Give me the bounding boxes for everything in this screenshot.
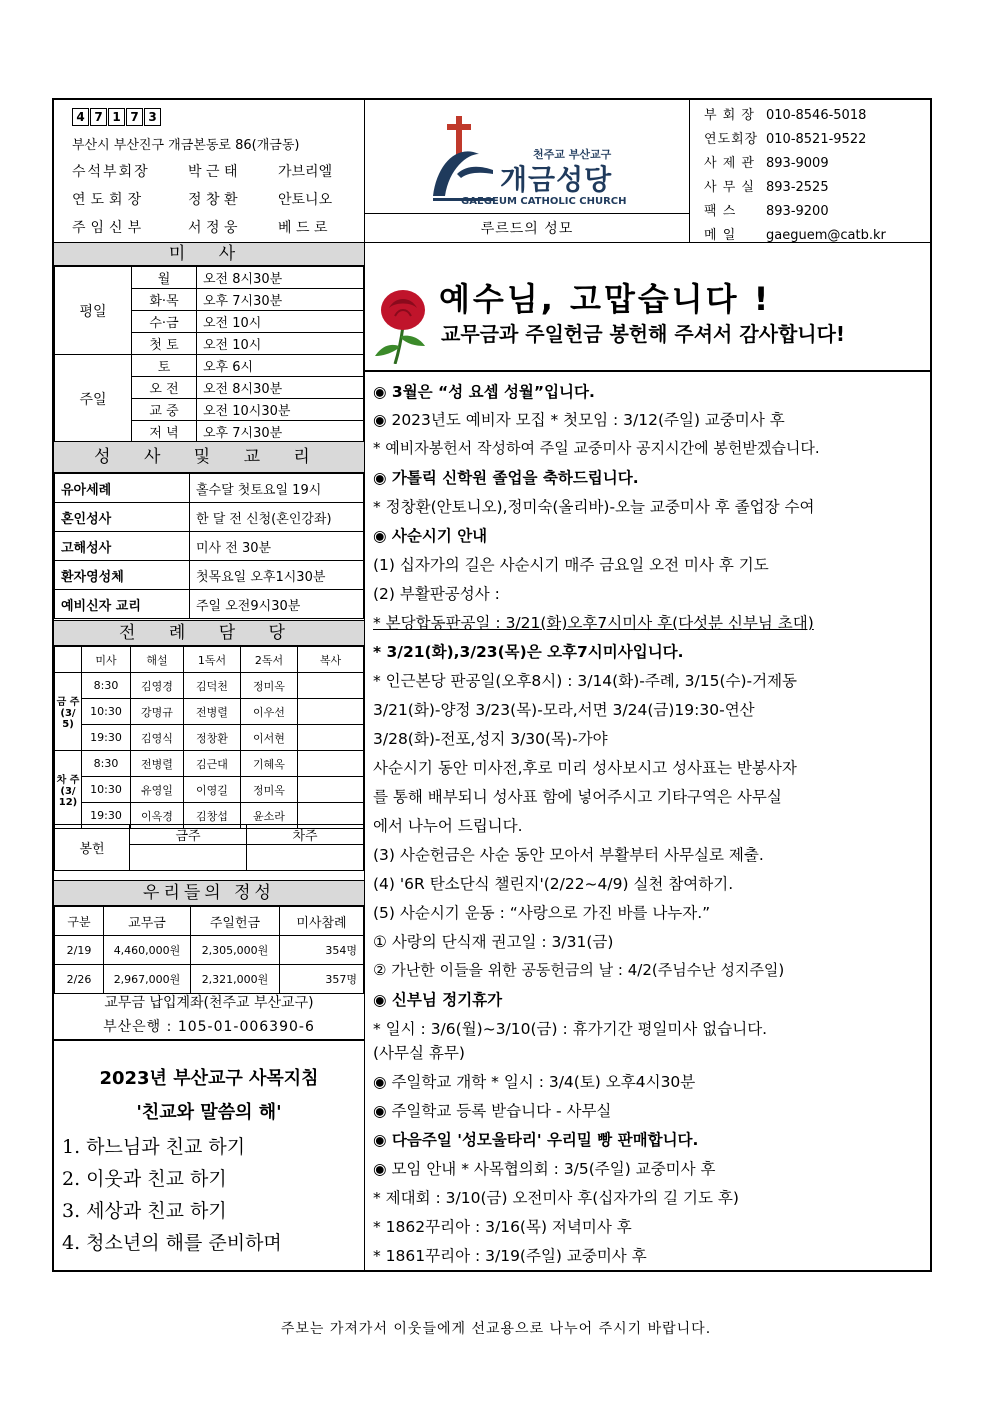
notice-line: ◉ 2023년도 예비자 모집 * 첫모임 : 3/12(주일) 교중미사 후 (373, 411, 785, 429)
notice-line: (5) 사순시기 운동 : “사랑으로 가진 바를 나누자.” (373, 904, 711, 922)
officer-role: 연도회장 (72, 192, 147, 208)
notice-line: ◉ 모임 안내 * 사목협의회 : 3/5(주일) 교중미사 후 (373, 1160, 716, 1178)
liturgy-table (54, 646, 364, 829)
liturgy-cell: 김덕천 (184, 673, 241, 699)
mass-time: 오전 8시30분 (197, 377, 364, 399)
contact-label: 사 제 관 (704, 156, 755, 171)
officer-row (72, 161, 332, 181)
notice-line: 3/21(화)-양정 3/23(목)-모라,서면 3/24(금)19:30-연산 (373, 701, 755, 719)
sacrament-name: 고해성사 (55, 532, 190, 561)
contact-value: 893-9009 (766, 156, 829, 171)
liturgy-cell: 전병렬 (184, 699, 241, 725)
contact-row (704, 104, 866, 123)
offerings-header: 주일헌금 (191, 907, 280, 936)
notice-line: 3/28(화)-전포,성지 3/30(목)-가야 (373, 730, 608, 748)
liturgy-cell: 김근대 (184, 751, 241, 777)
sacrament-name: 환자영성체 (55, 561, 190, 590)
liturgy-cell: 김영식 (131, 725, 184, 751)
week-label: 금 주 (3/ 5) (55, 673, 82, 751)
sacraments-title: 성 사 및 교 리 (54, 441, 364, 473)
zip-digit: 7 (90, 108, 107, 126)
liturgy-cell: 8:30 (82, 673, 131, 699)
liturgy-cell (298, 673, 364, 699)
notice-line: * 정창환(안토니오),정미숙(올리바)-오늘 교중미사 후 졸업장 수여 (373, 498, 815, 516)
liturgy-cell: 19:30 (82, 725, 131, 751)
notice-line: ◉ 다음주일 '성모울타리' 우리밀 빵 판매합니다. (373, 1131, 699, 1149)
mass-day: 첫 토 (132, 333, 197, 355)
guide-item: 3. 세상과 친교 하기 (62, 1200, 227, 1222)
offering-role-label: 봉헌 (55, 825, 130, 871)
notice-line: ◉ 주일학교 개학 * 일시 : 3/4(토) 오후4시30분 (373, 1073, 696, 1091)
mass-group-label: 평일 (55, 267, 132, 355)
liturgy-cell: 10:30 (82, 699, 131, 725)
liturgy-cell: 윤소라 (241, 803, 298, 829)
mass-table (54, 266, 364, 443)
account-line: 교무금 납입계좌(천주교 부산교구) (104, 995, 314, 1011)
notice-line: ◉ 신부님 정기휴가 (373, 991, 503, 1009)
sacraments-table (54, 473, 364, 619)
notice-line: ◉ 주일학교 등록 받습니다 - 사무실 (373, 1102, 612, 1120)
mass-group-label: 주일 (55, 355, 132, 443)
liturgy-cell: 정창환 (184, 725, 241, 751)
liturgy-cell: 이서현 (241, 725, 298, 751)
guide-item: 2. 이웃과 친교 하기 (62, 1168, 227, 1190)
mass-day: 저 녁 (132, 421, 197, 443)
mass-time: 오후 6시 (197, 355, 364, 377)
officer-name: 박 근 태 (188, 164, 238, 180)
liturgy-cell (298, 725, 364, 751)
offerings-cell: 2,321,000원 (191, 965, 280, 994)
contact-value[interactable]: gaeguem@catb.kr (766, 228, 886, 243)
sacrament-value: 첫목요일 오후1시30분 (190, 561, 364, 590)
week-label: 차 주 (3/ 12) (55, 751, 82, 829)
liturgy-header: 해설 (131, 647, 184, 673)
notice-line: (사무실 휴무) (373, 1044, 465, 1062)
offerings-title: 우리들의 정성 (54, 880, 364, 906)
contact-list (690, 100, 932, 242)
liturgy-cell: 이영길 (184, 777, 241, 803)
notice-line: ◉ 3월은 “성 요셉 성월”입니다. (373, 383, 595, 401)
mass-time: 오전 10시30분 (197, 399, 364, 421)
cross-logo-icon (427, 114, 497, 204)
notice-line: 에서 나누어 드립니다. (373, 817, 523, 835)
mass-day: 화·목 (132, 289, 197, 311)
sacrament-value: 한 달 전 신청(혼인강좌) (190, 503, 364, 532)
mass-time: 오전 10시 (197, 311, 364, 333)
guide-title: 2023년 부산교구 사목지침 (99, 1068, 319, 1089)
sacrament-value: 홀수달 첫토요일 19시 (190, 474, 364, 503)
notice-line: * 1862꾸리아 : 3/16(목) 저녁미사 후 (373, 1218, 632, 1236)
church-logo-block (365, 100, 690, 242)
mass-time: 오후 7시30분 (197, 421, 364, 443)
officer-role: 수석부회장 (72, 164, 150, 180)
contact-row (704, 224, 886, 243)
offerings-header: 교무금 (104, 907, 191, 936)
liturgy-cell: 10:30 (82, 777, 131, 803)
notice-line: ① 사랑의 단식재 권고일 : 3/31(금) (373, 933, 614, 951)
banner-title: 예수님, 고맙습니다 ! (439, 280, 772, 318)
mass-day: 월 (132, 267, 197, 289)
contact-value: 010-8546-5018 (766, 108, 867, 123)
contact-row (704, 152, 829, 171)
mass-day: 수·금 (132, 311, 197, 333)
liturgy-header: 복사 (298, 647, 364, 673)
contact-value: 893-9200 (766, 204, 829, 219)
sacrament-name: 유아세례 (55, 474, 190, 503)
church-name: 개금성당 (500, 163, 613, 196)
patron-saint: 루르드의 성모 (480, 221, 574, 237)
officer-name: 서 정 웅 (188, 220, 238, 236)
offerings-cell: 2,967,000원 (104, 965, 191, 994)
notice-line: * 일시 : 3/6(월)~3/10(금) : 휴가기간 평일미사 없습니다. (373, 1020, 768, 1038)
sacrament-name: 예비신자 교리 (55, 590, 190, 619)
guide-subtitle: '친교와 말씀의 해' (136, 1102, 282, 1123)
offerings-cell: 4,460,000원 (104, 936, 191, 965)
offerings-cell: 354명 (280, 936, 364, 965)
liturgy-cell: 정미옥 (241, 673, 298, 699)
contact-value: 893-2525 (766, 180, 829, 195)
contact-row (704, 176, 829, 195)
contact-value: 010-8521-9522 (766, 132, 867, 147)
liturgy-cell: 전병렬 (131, 751, 184, 777)
liturgy-cell (298, 699, 364, 725)
offerings-cell: 2,305,000원 (191, 936, 280, 965)
officer-name: 정 창 환 (188, 192, 238, 208)
offerings-cell: 2/19 (55, 936, 104, 965)
contact-row (704, 128, 866, 147)
contact-row (704, 200, 829, 219)
offering-col-header: 금주 (130, 825, 247, 845)
guide-item: 1. 하느님과 친교 하기 (62, 1136, 246, 1158)
contact-label: 팩 스 (704, 204, 737, 219)
header-info (54, 100, 365, 242)
mass-day: 토 (132, 355, 197, 377)
zip-code (72, 108, 161, 126)
offerings-header: 미사참례 (280, 907, 364, 936)
liturgy-cell: 이우선 (241, 699, 298, 725)
notice-line: * 예비자봉헌서 작성하여 주일 교중미사 공지시간에 봉헌받겠습니다. (373, 439, 820, 457)
mass-day: 오 전 (132, 377, 197, 399)
zip-digit: 4 (72, 108, 89, 126)
notice-line: ◉ 사순시기 안내 (373, 527, 488, 545)
officer-row (72, 217, 327, 237)
mass-title: 미 사 (54, 242, 364, 266)
offerings-cell: 2/26 (55, 965, 104, 994)
offering-roles-table (54, 824, 364, 871)
liturgy-cell: 김창섭 (184, 803, 241, 829)
zip-digit: 1 (108, 108, 125, 126)
offerings-table (54, 906, 364, 994)
rose-icon (373, 286, 431, 364)
contact-label: 부 회 장 (704, 108, 755, 123)
liturgy-header: 1독서 (184, 647, 241, 673)
bulletin-frame (52, 98, 932, 1272)
notice-line: * 1861꾸리아 : 3/19(주일) 교중미사 후 (373, 1247, 647, 1265)
offerings-cell: 357명 (280, 965, 364, 994)
left-column (54, 242, 365, 1272)
liturgy-header: 2독서 (241, 647, 298, 673)
notice-line: * 3/21(화),3/23(목)은 오후7시미사입니다. (373, 643, 684, 661)
liturgy-cell: 김영경 (131, 673, 184, 699)
contact-label: 연도회장 (704, 132, 759, 147)
notice-line: * 인근본당 판공일(오후8시) : 3/14(화)-주례, 3/15(수)-거제동 (373, 672, 798, 690)
liturgy-cell (298, 777, 364, 803)
liturgy-cell (298, 751, 364, 777)
sacrament-value: 주일 오전9시30분 (190, 590, 364, 619)
notice-line: ◉ 가톨릭 신학원 졸업을 축하드립니다. (373, 469, 639, 487)
notice-line: 사순시기 동안 미사전,후로 미리 성사보시고 성사표는 반봉사자 (373, 759, 797, 777)
mass-time: 오전 8시30분 (197, 267, 364, 289)
liturgy-cell: 유영일 (131, 777, 184, 803)
notice-line: (3) 사순헌금은 사순 동안 모아서 부활부터 사무실로 제출. (373, 846, 764, 864)
notice-line: 를 통해 배부되니 성사표 함에 넣어주시고 기타구역은 사무실 (373, 788, 782, 806)
officer-role: 주임신부 (72, 220, 147, 236)
diocese-name: 천주교 부산교구 (533, 148, 612, 161)
sacrament-name: 혼인성사 (55, 503, 190, 532)
sacrament-value: 미사 전 30분 (190, 532, 364, 561)
address: 부산시 부산진구 개금본동로 86(개금동) (72, 138, 300, 153)
liturgy-cell: 강명규 (131, 699, 184, 725)
contact-label: 사 무 실 (704, 180, 755, 195)
officer-row (72, 189, 332, 209)
offering-col-header: 차주 (247, 825, 364, 845)
notice-line: * 본당합동판공일 : 3/21(화)오후7시미사 후(다섯분 신부님 초대) (373, 614, 814, 632)
liturgy-title: 전 례 담 당 (54, 620, 364, 646)
church-english-name: GAEGEUM CATHOLIC CHURCH (461, 196, 627, 207)
notice-line: * 제대회 : 3/10(금) 오전미사 후(십자가의 길 기도 후) (373, 1189, 739, 1207)
liturgy-cell: 정미옥 (241, 777, 298, 803)
officer-saint: 가브리엘 (278, 164, 333, 180)
right-column (365, 242, 932, 1272)
zip-digit: 7 (126, 108, 143, 126)
account-number: 부산은행 : 105-01-006390-6 (103, 1019, 315, 1035)
officer-saint: 베 드 로 (278, 220, 328, 236)
contact-label: 메 일 (704, 228, 737, 243)
mass-time: 오후 7시30분 (197, 289, 364, 311)
notice-line: ② 가난한 이들을 위한 공동헌금의 날 : 4/2(주님수난 성지주일) (373, 961, 785, 979)
notice-line: (4) '6R 탄소단식 챌린지'(2/22~4/9) 실천 참여하기. (373, 875, 734, 893)
footer-note: 주보는 가져가서 이웃들에게 선교용으로 나누어 주시기 바랍니다. (280, 1321, 712, 1337)
guide-item: 4. 청소년의 해를 준비하며 (62, 1232, 282, 1254)
notice-line: (2) 부활판공성사 : (373, 585, 500, 603)
liturgy-cell: 이옥경 (131, 803, 184, 829)
offerings-header: 구분 (55, 907, 104, 936)
zip-digit: 3 (144, 108, 161, 126)
mass-time: 오전 10시 (197, 333, 364, 355)
mass-day: 교 중 (132, 399, 197, 421)
liturgy-header: 미사 (82, 647, 131, 673)
notice-line: (1) 십자가의 길은 사순시기 매주 금요일 오전 미사 후 기도 (373, 556, 769, 574)
officer-saint: 안토니오 (278, 192, 333, 208)
liturgy-cell: 8:30 (82, 751, 131, 777)
liturgy-cell: 19:30 (82, 803, 131, 829)
banner-subtitle: 교무금과 주일헌금 봉헌해 주셔서 감사합니다! (441, 322, 846, 346)
liturgy-cell: 기혜옥 (241, 751, 298, 777)
